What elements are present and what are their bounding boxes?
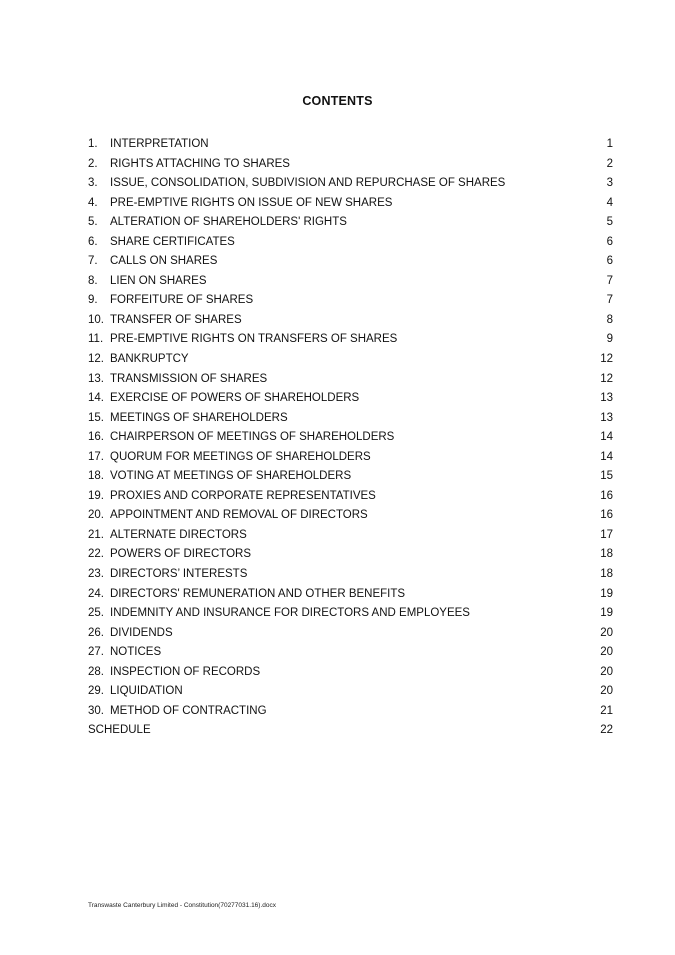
toc-entry-page-number: 17 <box>600 528 613 541</box>
toc-entry <box>88 292 613 312</box>
toc-entry-number: 9. <box>88 294 98 307</box>
toc-entry-number: 6. <box>88 235 98 248</box>
toc-entry-page-number: 19 <box>600 587 613 600</box>
toc-entry-label: TRANSFER OF SHARES <box>110 313 242 326</box>
toc-entry-label: PRE-EMPTIVE RIGHTS ON ISSUE OF NEW SHARES <box>110 196 393 209</box>
toc-entry-label: RIGHTS ATTACHING TO SHARES <box>110 157 290 170</box>
toc-entry-number: 10. <box>88 313 104 326</box>
toc-entry-number: 13. <box>88 372 104 385</box>
toc-entry-label: PROXIES AND CORPORATE REPRESENTATIVES <box>110 489 376 502</box>
toc-entry-page-number: 16 <box>600 509 613 522</box>
toc-entry <box>88 312 613 332</box>
toc-entry-label: SCHEDULE <box>88 724 151 737</box>
toc-entry-number: 23. <box>88 568 104 581</box>
toc-entry-number: 30. <box>88 704 104 717</box>
toc-entry-page-number: 6 <box>606 235 613 248</box>
toc-entry <box>88 156 613 176</box>
toc-entry-label: CALLS ON SHARES <box>110 255 218 268</box>
toc-entry-page-number: 18 <box>600 548 613 561</box>
toc-entry-page-number: 19 <box>600 607 613 620</box>
toc-entry-page-number: 2 <box>606 157 613 170</box>
toc-entry-page-number: 7 <box>606 294 613 307</box>
toc-entry-number: 24. <box>88 587 104 600</box>
toc-entry <box>88 429 613 449</box>
toc-entry-number: 22. <box>88 548 104 561</box>
toc-entry-number: 11. <box>88 333 104 346</box>
toc-entry-page-number: 13 <box>600 411 613 424</box>
toc-entry-number: 26. <box>88 626 104 639</box>
toc-entry-number: 28. <box>88 665 104 678</box>
toc-entry <box>88 195 613 215</box>
toc-entry <box>88 136 613 156</box>
toc-entry <box>88 644 613 664</box>
toc-entry-page-number: 14 <box>600 431 613 444</box>
toc-entry <box>88 507 613 527</box>
page-footer: Transwaste Canterbury Limited - Constitution(70277031.16).docx <box>88 902 276 909</box>
toc-entry-page-number: 6 <box>606 255 613 268</box>
toc-entry-page-number: 16 <box>600 489 613 502</box>
toc-entry-number: 16. <box>88 431 104 444</box>
toc-entry-label: INTERPRETATION <box>110 138 209 150</box>
toc-entry-label: LIQUIDATION <box>110 685 183 698</box>
toc-entry-number: 20. <box>88 509 104 522</box>
page-title: CONTENTS <box>302 94 373 108</box>
table-of-contents <box>88 136 613 742</box>
toc-entry <box>88 449 613 469</box>
toc-entry-label: MEETINGS OF SHAREHOLDERS <box>110 411 288 424</box>
toc-entry-number: 2. <box>88 157 98 170</box>
toc-entry <box>88 234 613 254</box>
toc-entry <box>88 351 613 371</box>
toc-entry-number: 12. <box>88 353 104 366</box>
toc-entry-number: 29. <box>88 685 104 698</box>
toc-entry <box>88 683 613 703</box>
toc-entry-page-number: 8 <box>606 313 613 326</box>
toc-entry-number: 21. <box>88 528 104 541</box>
toc-entry <box>88 703 613 723</box>
toc-entry-label: DIVIDENDS <box>110 626 173 639</box>
toc-entry <box>88 488 613 508</box>
toc-entry-page-number: 21 <box>600 704 613 717</box>
toc-entry-page-number: 5 <box>606 216 613 229</box>
toc-entry-number: 27. <box>88 646 104 659</box>
toc-entry-label: TRANSMISSION OF SHARES <box>110 372 268 385</box>
toc-entry <box>88 390 613 410</box>
toc-entry-number: 3. <box>88 177 98 190</box>
toc-entry-page-number: 20 <box>600 626 613 639</box>
toc-entry-label: DIRECTORS’ INTERESTS <box>110 568 248 581</box>
toc-entry-page-number: 4 <box>606 196 613 209</box>
toc-entry-number: 7. <box>88 255 98 268</box>
toc-entry <box>88 273 613 293</box>
toc-entry-number: 5. <box>88 216 98 229</box>
toc-entry-label: APPOINTMENT AND REMOVAL OF DIRECTORS <box>110 509 368 522</box>
toc-entry-page-number: 20 <box>600 685 613 698</box>
toc-entry-page-number: 13 <box>600 392 613 405</box>
toc-entry-page-number: 20 <box>600 646 613 659</box>
toc-entry-number: 17. <box>88 450 104 463</box>
toc-entry-number: 8. <box>88 274 98 287</box>
toc-entry-number: 4. <box>88 196 98 209</box>
toc-entry <box>88 468 613 488</box>
toc-entry-page-number: 20 <box>600 665 613 678</box>
toc-entry <box>88 371 613 391</box>
toc-entry-label: NOTICES <box>110 646 162 659</box>
toc-entry-label: ISSUE, CONSOLIDATION, SUBDIVISION AND REPURCHASE OF SHARES <box>110 177 506 190</box>
toc-entry-label: ALTERNATE DIRECTORS <box>110 528 247 541</box>
toc-entry-page-number: 15 <box>600 470 613 483</box>
toc-entry-page-number: 9 <box>606 333 613 346</box>
toc-entry <box>88 331 613 351</box>
toc-entry-label: INDEMNITY AND INSURANCE FOR DIRECTORS AND EMPLOYEES <box>110 607 470 620</box>
toc-entry-label: ALTERATION OF SHAREHOLDERS' RIGHTS <box>110 216 347 229</box>
toc-entry <box>88 410 613 430</box>
toc-entry-page-number: 1 <box>606 138 613 150</box>
toc-entry-label: PRE-EMPTIVE RIGHTS ON TRANSFERS OF SHARES <box>110 333 398 346</box>
toc-entry-number: 25. <box>88 607 104 620</box>
toc-entry-number: 15. <box>88 411 104 424</box>
toc-entry-page-number: 14 <box>600 450 613 463</box>
toc-entry-label: POWERS OF DIRECTORS <box>110 548 251 561</box>
toc-entry-page-number: 18 <box>600 568 613 581</box>
toc-entry-number: 14. <box>88 392 104 405</box>
toc-entry <box>88 546 613 566</box>
toc-entry <box>88 214 613 234</box>
toc-entry <box>88 527 613 547</box>
toc-entry-page-number: 22 <box>600 724 613 737</box>
toc-entry-label: QUORUM FOR MEETINGS OF SHAREHOLDERS <box>110 450 371 463</box>
toc-entry-number: 1. <box>88 138 98 150</box>
toc-entry-page-number: 7 <box>606 274 613 287</box>
toc-entry-label: EXERCISE OF POWERS OF SHAREHOLDERS <box>110 392 360 405</box>
toc-entry <box>88 664 613 684</box>
toc-entry-page-number: 3 <box>606 177 613 190</box>
toc-entry <box>88 586 613 606</box>
toc-entry <box>88 605 613 625</box>
toc-entry-number: 18. <box>88 470 104 483</box>
toc-entry-label: METHOD OF CONTRACTING <box>110 704 267 717</box>
toc-entry <box>88 722 613 742</box>
toc-entry-label: DIRECTORS' REMUNERATION AND OTHER BENEFITS <box>110 587 406 600</box>
toc-entry-label: VOTING AT MEETINGS OF SHAREHOLDERS <box>110 470 352 483</box>
toc-entry <box>88 625 613 645</box>
toc-entry-page-number: 12 <box>600 372 613 385</box>
toc-entry-label: CHAIRPERSON OF MEETINGS OF SHAREHOLDERS <box>110 431 395 444</box>
toc-entry <box>88 175 613 195</box>
toc-entry-number: 19. <box>88 489 104 502</box>
toc-entry-label: LIEN ON SHARES <box>110 274 207 287</box>
toc-entry-label: FORFEITURE OF SHARES <box>110 294 254 307</box>
toc-entry-label: BANKRUPTCY <box>110 353 189 366</box>
toc-entry <box>88 253 613 273</box>
toc-entry-label: SHARE CERTIFICATES <box>110 235 235 248</box>
toc-entry <box>88 566 613 586</box>
toc-entry-page-number: 12 <box>600 353 613 366</box>
toc-entry-label: INSPECTION OF RECORDS <box>110 665 261 678</box>
